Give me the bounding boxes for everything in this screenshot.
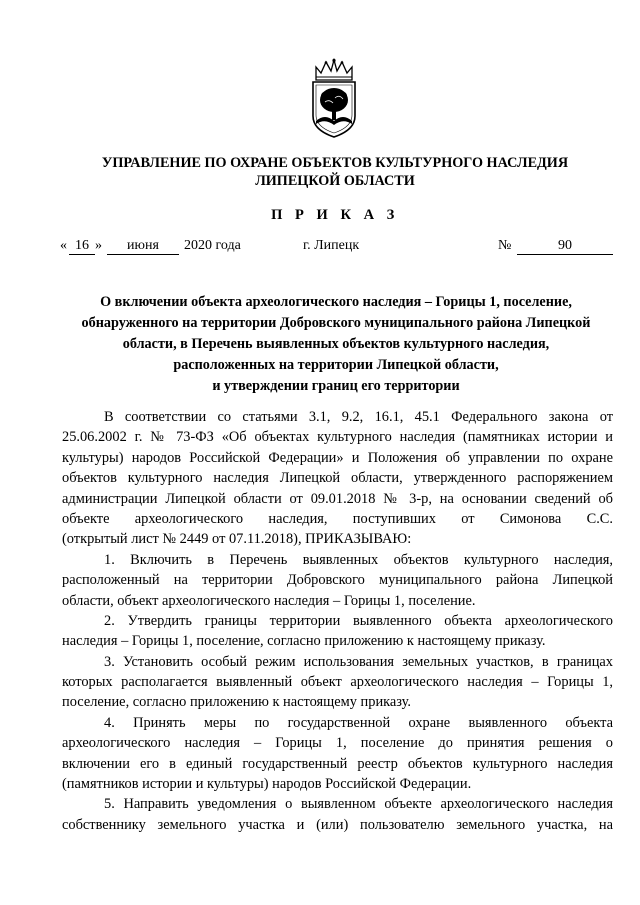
body-line: объектов культурного наследия Липецкой области, утвержденного распоряжением (62, 470, 613, 487)
body-line: В соответствии со статьями 3.1, 9.2, 16.1, 45.1 Федерального закона от (104, 409, 613, 425)
body-line: области, объект археологического наследия – Горицы 1, поселение. (62, 592, 476, 609)
title-line: расположенных на территории Липецкой области, (173, 357, 499, 373)
body-line: 1. Включить в Перечень выявленных объектов культурного наследия, (104, 551, 613, 568)
city-name: г. Липецк (303, 238, 360, 253)
title-line: и утверждении границ его территории (212, 378, 460, 394)
title-line: О включении объекта археологического наследия – Горицы 1, поселение, (100, 294, 572, 310)
date-number-line (0, 237, 640, 261)
body-line: объекте археологического наследия, поступивших от Симонова С.С. (62, 510, 613, 527)
body-line: (памятников истории и культуры) народов Российской Федерации. (62, 776, 472, 793)
body-line: 3. Установить особый режим использования земельных участков, в границах (104, 653, 613, 670)
body-line: которых располагается выявленный объект археологического наследия – Горицы 1, (62, 674, 613, 691)
document-type-heading: П Р И К А З (271, 207, 399, 223)
body-line: (открытый лист № 2449 от 07.11.2018), ПРИКАЗЫВАЮ: (62, 531, 412, 548)
date-month: июня (107, 237, 179, 255)
body-line: археологического наследия – Горицы 1, поселение до принятия решения о (62, 735, 613, 752)
title-line: области, в Перечень выявленных объектов культурного наследия, (122, 336, 550, 352)
body-line: собственнику земельного участка и (или) пользователю земельного участка, на (62, 816, 613, 833)
body-line: культуры) народов Российской Федерации» и Положения об управлении по охране (62, 449, 613, 466)
order-body (62, 407, 613, 835)
body-line: 4. Принять меры по государственной охране выявленного объекта (104, 714, 613, 731)
coat-of-arms-emblem (307, 58, 361, 138)
body-line: 25.06.2002 г. № 73-ФЗ «Об объектах культурного наследия (памятниках истории и (62, 429, 613, 446)
body-line: поселение, согласно приложению к настоящему приказу. (62, 694, 412, 711)
date-day: 16 (69, 237, 95, 255)
date-year: 2020 года (184, 238, 241, 253)
body-line: наследия – Горицы 1, поселение, согласно приложению к настоящему приказу. (62, 633, 546, 650)
date-open-quote: « (60, 238, 67, 253)
body-line: администрации Липецкой области от 09.01.2018 № 3-р, на основании сведений об (62, 490, 613, 507)
body-line: расположенный на территории Добровского муниципального района Липецкой (62, 572, 613, 589)
date-close-quote: » (95, 238, 102, 253)
organization-name-line1: УПРАВЛЕНИЕ ПО ОХРАНЕ ОБЪЕКТОВ КУЛЬТУРНОГО НАСЛЕДИЯ (101, 155, 569, 171)
title-line: обнаруженного на территории Добровского муниципального района Липецкой (81, 315, 591, 331)
body-line: включении его в единый государственный реестр объектов культурного наследия (62, 755, 613, 772)
body-line: 5. Направить уведомления о выявленном объекте археологического наследия (104, 796, 613, 813)
order-title (60, 292, 612, 397)
organization-name-line2: ЛИПЕЦКОЙ ОБЛАСТИ (255, 173, 415, 189)
number-sign: № (498, 238, 512, 253)
order-number: 90 (517, 237, 613, 255)
body-line: 2. Утвердить границы территории выявленного объекта археологического (104, 612, 613, 629)
